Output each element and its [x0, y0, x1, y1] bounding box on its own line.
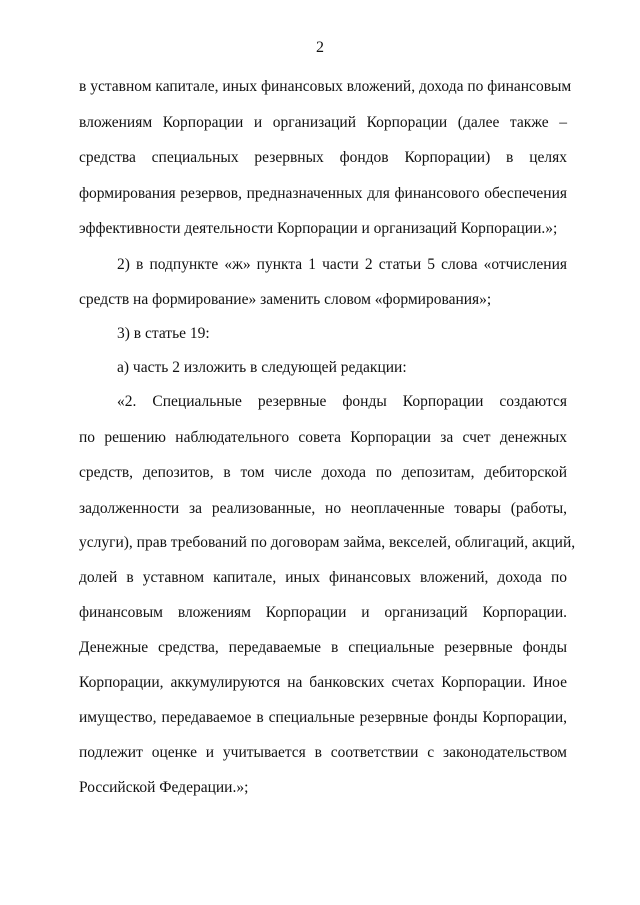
page-number: 2 — [316, 39, 324, 56]
text-line: по решению наблюдательного совета Корпорации за счет денежных — [79, 429, 567, 446]
text-line: Денежные средства, передаваемые в специальные резервные фонды — [79, 639, 567, 656]
text-line: средства специальных резервных фондов Корпорации) в целях — [79, 149, 567, 166]
text-line: в уставном капитале, иных финансовых вложений, дохода по финансовым — [79, 78, 572, 95]
text-line: подлежит оценке и учитывается в соответствии с законодательством — [79, 744, 567, 761]
text-line: 2) в подпункте «ж» пункта 1 части 2 статьи 5 слова «отчисления — [117, 256, 567, 273]
text-line: задолженности за реализованные, но неоплаченные товары (работы, — [79, 500, 567, 517]
text-line: средств на формирование» заменить словом «формирования»; — [79, 291, 492, 308]
text-line: услуги), прав требований по договорам займа, векселей, облигаций, акций, — [79, 534, 576, 551]
text-line: а) часть 2 изложить в следующей редакции: — [117, 359, 407, 376]
text-line: формирования резервов, предназначенных для финансового обеспечения — [79, 185, 567, 202]
text-line: эффективности деятельности Корпорации и организаций Корпорации.»; — [79, 220, 558, 237]
text-line: «2. Специальные резервные фонды Корпорации создаются — [117, 393, 567, 410]
text-line: имущество, передаваемое в специальные резервные фонды Корпорации, — [79, 709, 567, 726]
text-line: долей в уставном капитале, иных финансовых вложений, дохода по — [79, 569, 567, 586]
text-line: Российской Федерации.»; — [79, 779, 249, 796]
text-line: 3) в статье 19: — [117, 325, 210, 342]
text-line: средств, депозитов, в том числе дохода по депозитам, дебиторской — [79, 464, 567, 481]
text-line: финансовым вложениям Корпорации и организаций Корпорации. — [79, 604, 567, 621]
text-line: Корпорации, аккумулируются на банковских счетах Корпорации. Иное — [79, 674, 567, 691]
text-line: вложениям Корпорации и организаций Корпорации (далее также – — [79, 114, 567, 131]
